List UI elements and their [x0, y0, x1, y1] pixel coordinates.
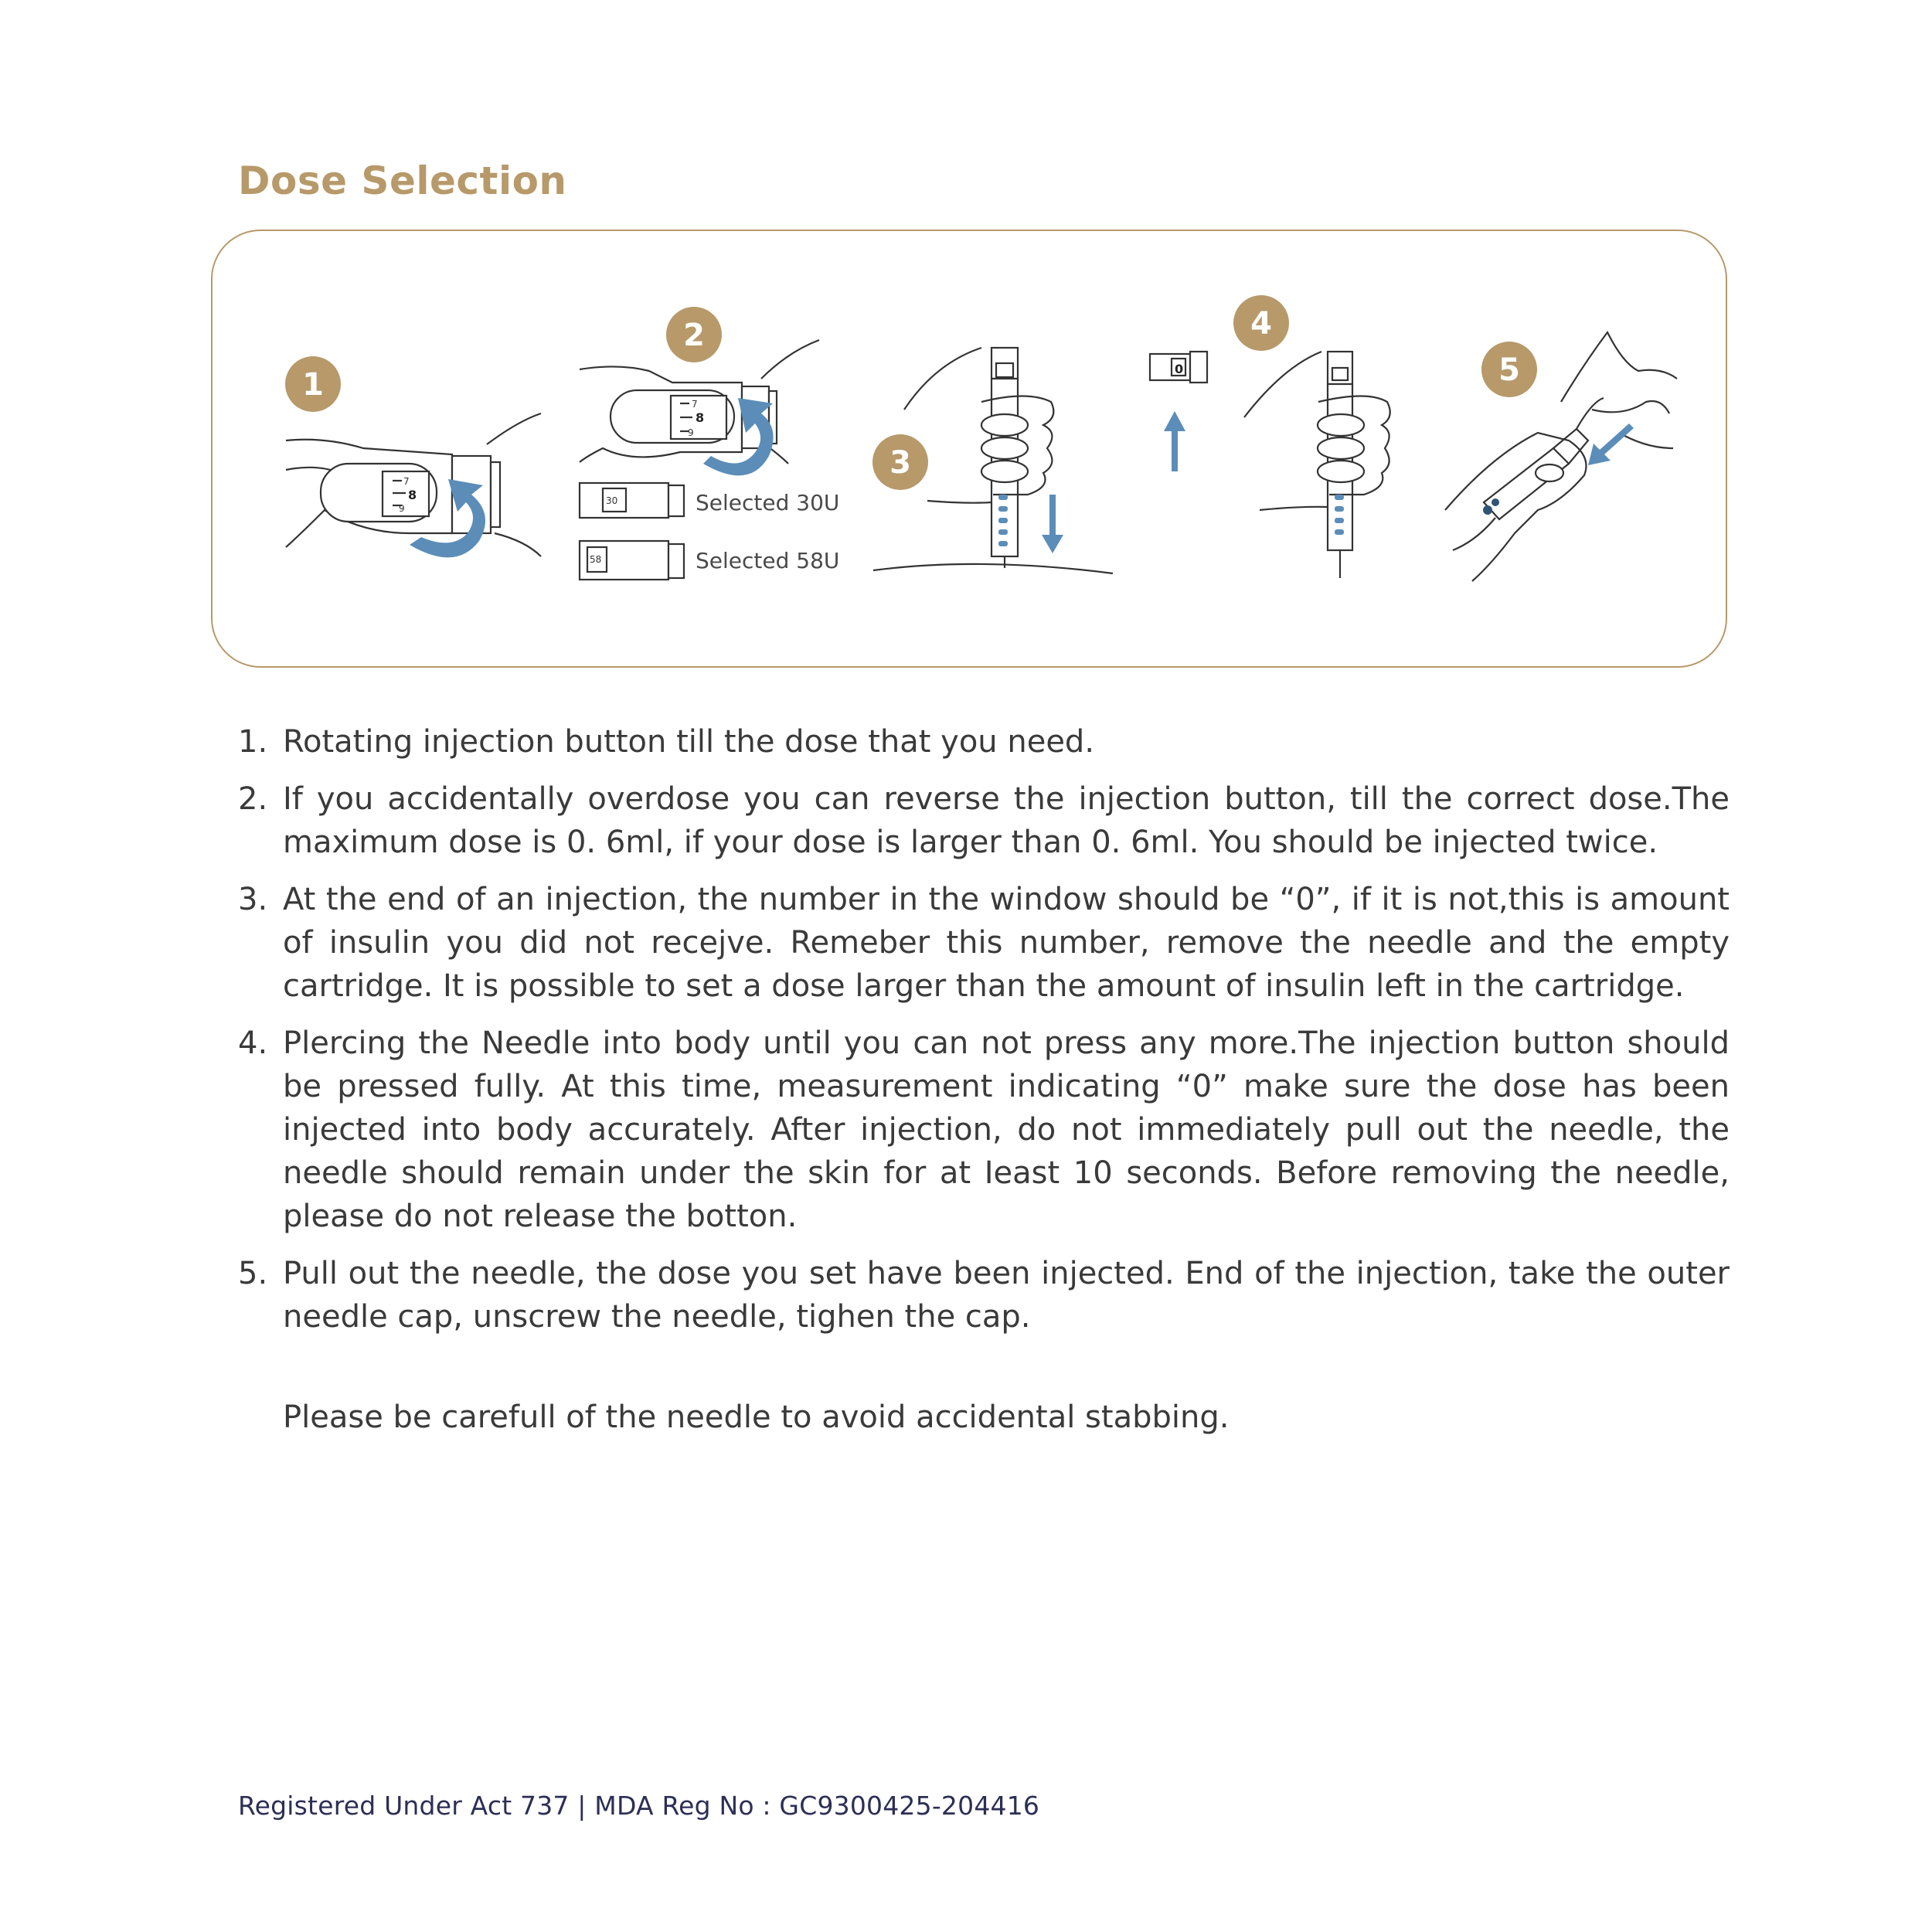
- svg-text:9: 9: [399, 503, 405, 514]
- svg-text:8: 8: [408, 488, 417, 502]
- step-badge-4: [1233, 295, 1289, 351]
- step-number: 4.: [238, 1026, 268, 1061]
- svg-text:4: 4: [1250, 306, 1272, 342]
- safety-note: Please be carefull of the needle to avoid accidental stabbing.: [283, 1400, 1230, 1435]
- step-4-illustration: [1150, 352, 1390, 578]
- svg-text:5: 5: [1498, 352, 1520, 388]
- step-text: Rotating injection button till the dose that you need.: [283, 724, 1095, 760]
- registration-footer: Registered Under Act 737 | MDA Reg No : GC9300425-204416: [238, 1791, 1040, 1821]
- svg-text:7: 7: [403, 476, 410, 487]
- step-1-illustration: [286, 413, 541, 556]
- step-2-illustration: [580, 340, 819, 580]
- down-arrow-icon: [1042, 495, 1063, 553]
- up-arrow-icon: [1164, 411, 1185, 471]
- caption-selected-58u: Selected 58U: [696, 548, 840, 573]
- svg-text:3: 3: [889, 445, 911, 481]
- diagonal-arrow-icon: [1588, 423, 1634, 465]
- instruction-list: [238, 720, 1730, 1352]
- page-title: Dose Selection: [238, 158, 567, 203]
- step-4-window-number: 0: [1175, 362, 1184, 376]
- instruction-step: [238, 720, 1730, 764]
- step-text: At the end of an injection, the number in the window should be “0”, if it is not,this is amount of insulin you did not recejve. Remeber this number, remove the needle and the empty cartridge. It is possible to set a dose larger than the amount of insulin left in the cartridge.: [283, 882, 1730, 1004]
- step-number: 2.: [238, 781, 268, 817]
- instruction-step: [238, 1252, 1730, 1338]
- svg-text:1: 1: [302, 367, 324, 403]
- dose-selection-illustrations: [0, 0, 1932, 696]
- svg-text:9: 9: [688, 427, 694, 438]
- instruction-step: [238, 878, 1730, 1008]
- svg-text:2: 2: [683, 318, 705, 353]
- step-text: Pull out the needle, the dose you set have been injected. End of the injection, take the outer needle cap, unscrew the needle, tighen the cap.: [283, 1256, 1730, 1335]
- svg-text:30: 30: [606, 495, 618, 506]
- step-number: 1.: [238, 724, 268, 760]
- step-badge-2: [666, 307, 722, 362]
- step-number: 3.: [238, 882, 268, 917]
- step-badge-5: [1481, 342, 1537, 397]
- svg-text:7: 7: [692, 399, 698, 410]
- caption-selected-30u: Selected 30U: [696, 490, 840, 515]
- step-5-illustration: [1445, 332, 1677, 581]
- step-badge-3: [872, 434, 928, 490]
- step-text: If you accidentally overdose you can reverse the injection button, till the correct dose.The maximum dose is 0. 6ml, if your dose is larger than 0. 6ml. You should be injected twice.: [283, 781, 1730, 860]
- instruction-step: [238, 1022, 1730, 1238]
- svg-text:8: 8: [696, 410, 705, 425]
- step-badge-1: [285, 356, 341, 412]
- instruction-step: [238, 777, 1730, 864]
- step-text: Plercing the Needle into body until you can not press any more.The injection button should be pressed fully. At this time, measurement indicating “0” make sure the dose has been injected into body accurately. After injection, do not immediately pull out the needle, the needle should remain under the skin for at Ieast 10 seconds. Before removing the needle, please do not release the botton.: [283, 1026, 1730, 1234]
- step-number: 5.: [238, 1256, 268, 1291]
- svg-text:58: 58: [590, 554, 602, 565]
